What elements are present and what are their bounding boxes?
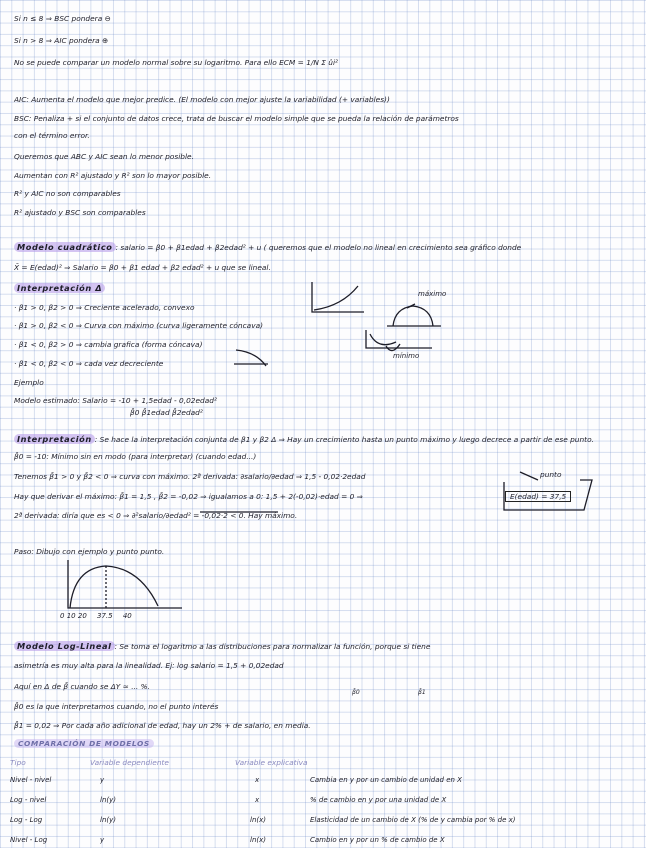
convex-curve-sketch	[308, 280, 368, 316]
second-derivative-fraction	[198, 498, 284, 528]
note-line: β̂0 β̂1edad β̂2edad²	[130, 408, 203, 417]
note-line: No se puede comparar un modelo normal sobre su logaritmo. Para ello ECM = 1/N Σ ûi²	[14, 58, 338, 67]
comparison-heading: COMPARACIÓN DE MODELOS	[14, 739, 154, 748]
note-line: β̂1 = 0,02 ⇒ Por cada año adicional de edad, hay un 2% + de salario, en media.	[14, 721, 311, 730]
note-line: Paso: Dibujo con ejemplo y punto punto.	[14, 547, 165, 556]
table-cell: ln(x)	[250, 816, 266, 824]
result-bracket	[500, 470, 592, 512]
table-header: Variable dependiente	[90, 758, 169, 767]
table-header-row	[10, 758, 638, 772]
section-heading: Modelo cuadrático	[14, 242, 116, 252]
note-line: · β1 < 0, β2 > 0 ⇒ cambia grafica (forma cóncava)	[14, 340, 203, 349]
max-label: máximo	[418, 290, 447, 298]
note-line: · β1 > 0, β2 > 0 ⇒ Creciente acelerado, convexo	[14, 303, 195, 312]
table-cell: Nivel - nivel	[10, 776, 52, 784]
note-line: · β1 > 0, β2 < 0 ⇒ Curva con máximo (curva ligeramente cóncava)	[14, 321, 263, 330]
note-sup: β̂1	[418, 689, 426, 696]
note-text: : salario = β0 + β1edad + β2edad² + u ( queremos que el modelo no lineal en crecimiento sea gráfico donde	[115, 243, 522, 252]
note-line: · β1 < 0, β2 < 0 ⇒ cada vez decreciente	[14, 359, 164, 368]
note-line: Si n ≤ 8 ⇒ BSC pondera ⊖	[14, 14, 111, 23]
section-heading-line	[14, 641, 638, 652]
note-line: Hay que derivar el máximo: β̂1 = 1,5 , β̂2 = -0,02 ⇒ igualamos a 0: 1,5 + 2(-0,02)·edad = 0 ⇒	[14, 492, 363, 501]
tick-label: 0	[60, 612, 65, 620]
table-row	[10, 816, 638, 830]
table-cell: x	[255, 796, 260, 804]
table-row	[10, 776, 638, 790]
section-heading: Interpretación	[14, 434, 95, 444]
section-heading: Interpretación Δ	[14, 283, 105, 293]
note-line: β̂0 = -10: Mínimo sin en modo (para interpretar) (cuando edad...)	[14, 452, 257, 461]
result-box: E(edad) = 37,5	[505, 491, 571, 502]
table-header: Variable explicativa	[235, 758, 308, 767]
note-line: con el término error.	[14, 131, 90, 140]
concave-max-sketch	[385, 300, 445, 330]
table-cell: Cambio en y por un % de cambio de X	[310, 836, 445, 844]
table-cell: Log - nivel	[10, 796, 47, 804]
tick-label: 40	[122, 612, 132, 620]
table-cell: Cambia en y por un cambio de unidad en X	[310, 776, 462, 784]
tick-label: 37.5	[97, 612, 113, 620]
comparison-heading-line	[14, 739, 638, 749]
table-cell: ln(y)	[100, 816, 116, 824]
note-text: : Se hace la interpretación conjunta de β1 y β2 Δ ⇒ Hay un crecimiento hasta un punto máximo y luego decrece a partir de ese punto.	[94, 435, 594, 444]
table-cell: y	[100, 776, 105, 784]
result-tag: punto	[540, 470, 562, 479]
table-cell: Elasticidad de un cambio de X (% de y cambia por % de x)	[310, 816, 516, 824]
note-line: Tenemos β̂1 > 0 y β̂2 < 0 ⇒ curva con máximo. 2ª derivada: ∂salario/∂edad ⇒ 1,5 - 0,02·2edad	[14, 472, 366, 481]
section-heading-line	[14, 242, 638, 253]
note-line: asimetría es muy alta para la linealidad. Ej: log salario = 1,5 + 0,02edad	[14, 661, 284, 670]
tick-label: 20	[77, 612, 87, 620]
section-heading: Modelo Log-Lineal	[14, 641, 115, 651]
table-cell: % de cambio en y por una unidad de X	[310, 796, 447, 804]
note-line: Modelo estimado: Salario = -10 + 1,5edad - 0,02edad²	[14, 396, 217, 405]
table-cell: y	[100, 836, 105, 844]
section-heading-line	[14, 434, 638, 445]
note-line: β̂0 es la que interpretamos cuando, no el punto interés	[14, 702, 219, 711]
table-cell: Nivel - Log	[10, 836, 48, 844]
note-line: Si n > 8 ⇒ AIC pondera ⊕	[14, 36, 109, 45]
note-line: Aumentan con R² ajustado y R² son lo mayor posible.	[14, 171, 212, 180]
tick-label: 10	[66, 612, 76, 620]
table-header: Tipo	[10, 758, 26, 767]
note-line: R² y AIC no son comparables	[14, 189, 121, 198]
min-label: mínimo	[393, 352, 420, 360]
note-line: Queremos que ABC y AIC sean lo menor posible.	[14, 152, 194, 161]
note-line: R² ajustado y BSC son comparables	[14, 208, 146, 217]
note-text: : Se toma el logaritmo a las distribuciones para normalizar la función, porque si tiene	[114, 642, 431, 651]
note-line: 2ª derivada: diría que es < 0 ⇒ ∂²salario/∂edad² = -0,02·2 < 0. Hay máximo.	[14, 511, 298, 520]
table-cell: ln(x)	[250, 836, 266, 844]
note-line: X̄ = E(edad)² ⇒ Salario = β0 + β1 edad + β2 edad² + u que se lineal.	[14, 263, 271, 272]
note-line: AIC: Aumenta el modelo que mejor predice. (El modelo con mejor ajuste la variabilidad (+ variables))	[14, 95, 390, 104]
note-line: Ejemplo	[14, 378, 44, 387]
axis-tick-labels	[60, 612, 132, 620]
table-cell: x	[255, 776, 260, 784]
table-cell: Log - Log	[10, 816, 43, 824]
decreasing-sketch	[232, 342, 272, 370]
note-line: BSC: Penaliza + si el conjunto de datos crece, trata de buscar el modelo simple que se pueda la relación de parámetros	[14, 114, 459, 123]
table-row	[10, 796, 638, 810]
note-line: Aquí en Δ de β̂ cuando se ΔY ≈ ... %.	[14, 682, 150, 691]
note-sup: β̂0	[352, 689, 360, 696]
max-curve-sketch	[62, 558, 192, 614]
table-cell: ln(y)	[100, 796, 116, 804]
